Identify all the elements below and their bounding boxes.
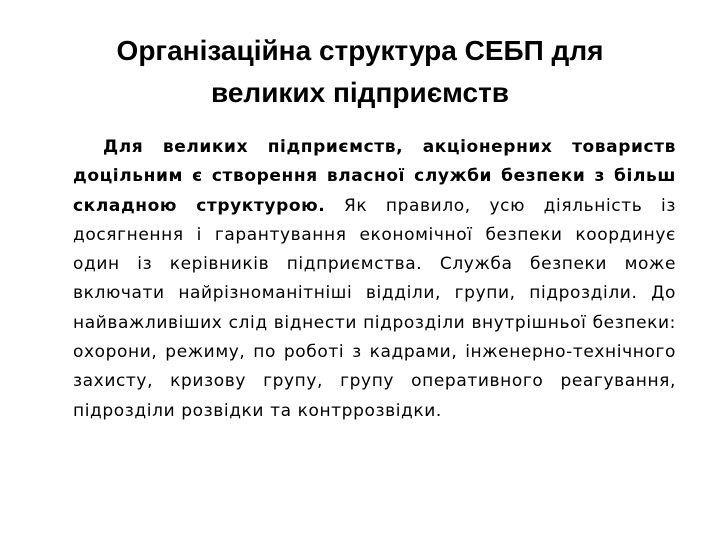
slide-title-line-1: Організаційна структура СЕБП для [116,35,604,66]
body-bold-text: Для великих підприємств, акціонерних товариств доцільним є створення власної служби безпеки з більш складною структурою. [73,137,676,216]
slide-title-line-2: великих підприємств [211,77,509,108]
body-paragraph [73,133,676,426]
body-regular-text: Як правило, усю діяльність із досягнення і гарантування економічної безпеки координує один із керівників підприємства. Служба безпеки може включати найрізноманітніші відділи, групи, підрозділи. До найважливіших слід віднести підрозділи внутрішньої безпеки: охорони, режиму, по роботі з кадрами, інженерно-технічного захисту, кризову групу, групу оперативного реагування, підрозділи розвідки та контррозвідки. [73,195,676,421]
slide-title [40,30,680,114]
